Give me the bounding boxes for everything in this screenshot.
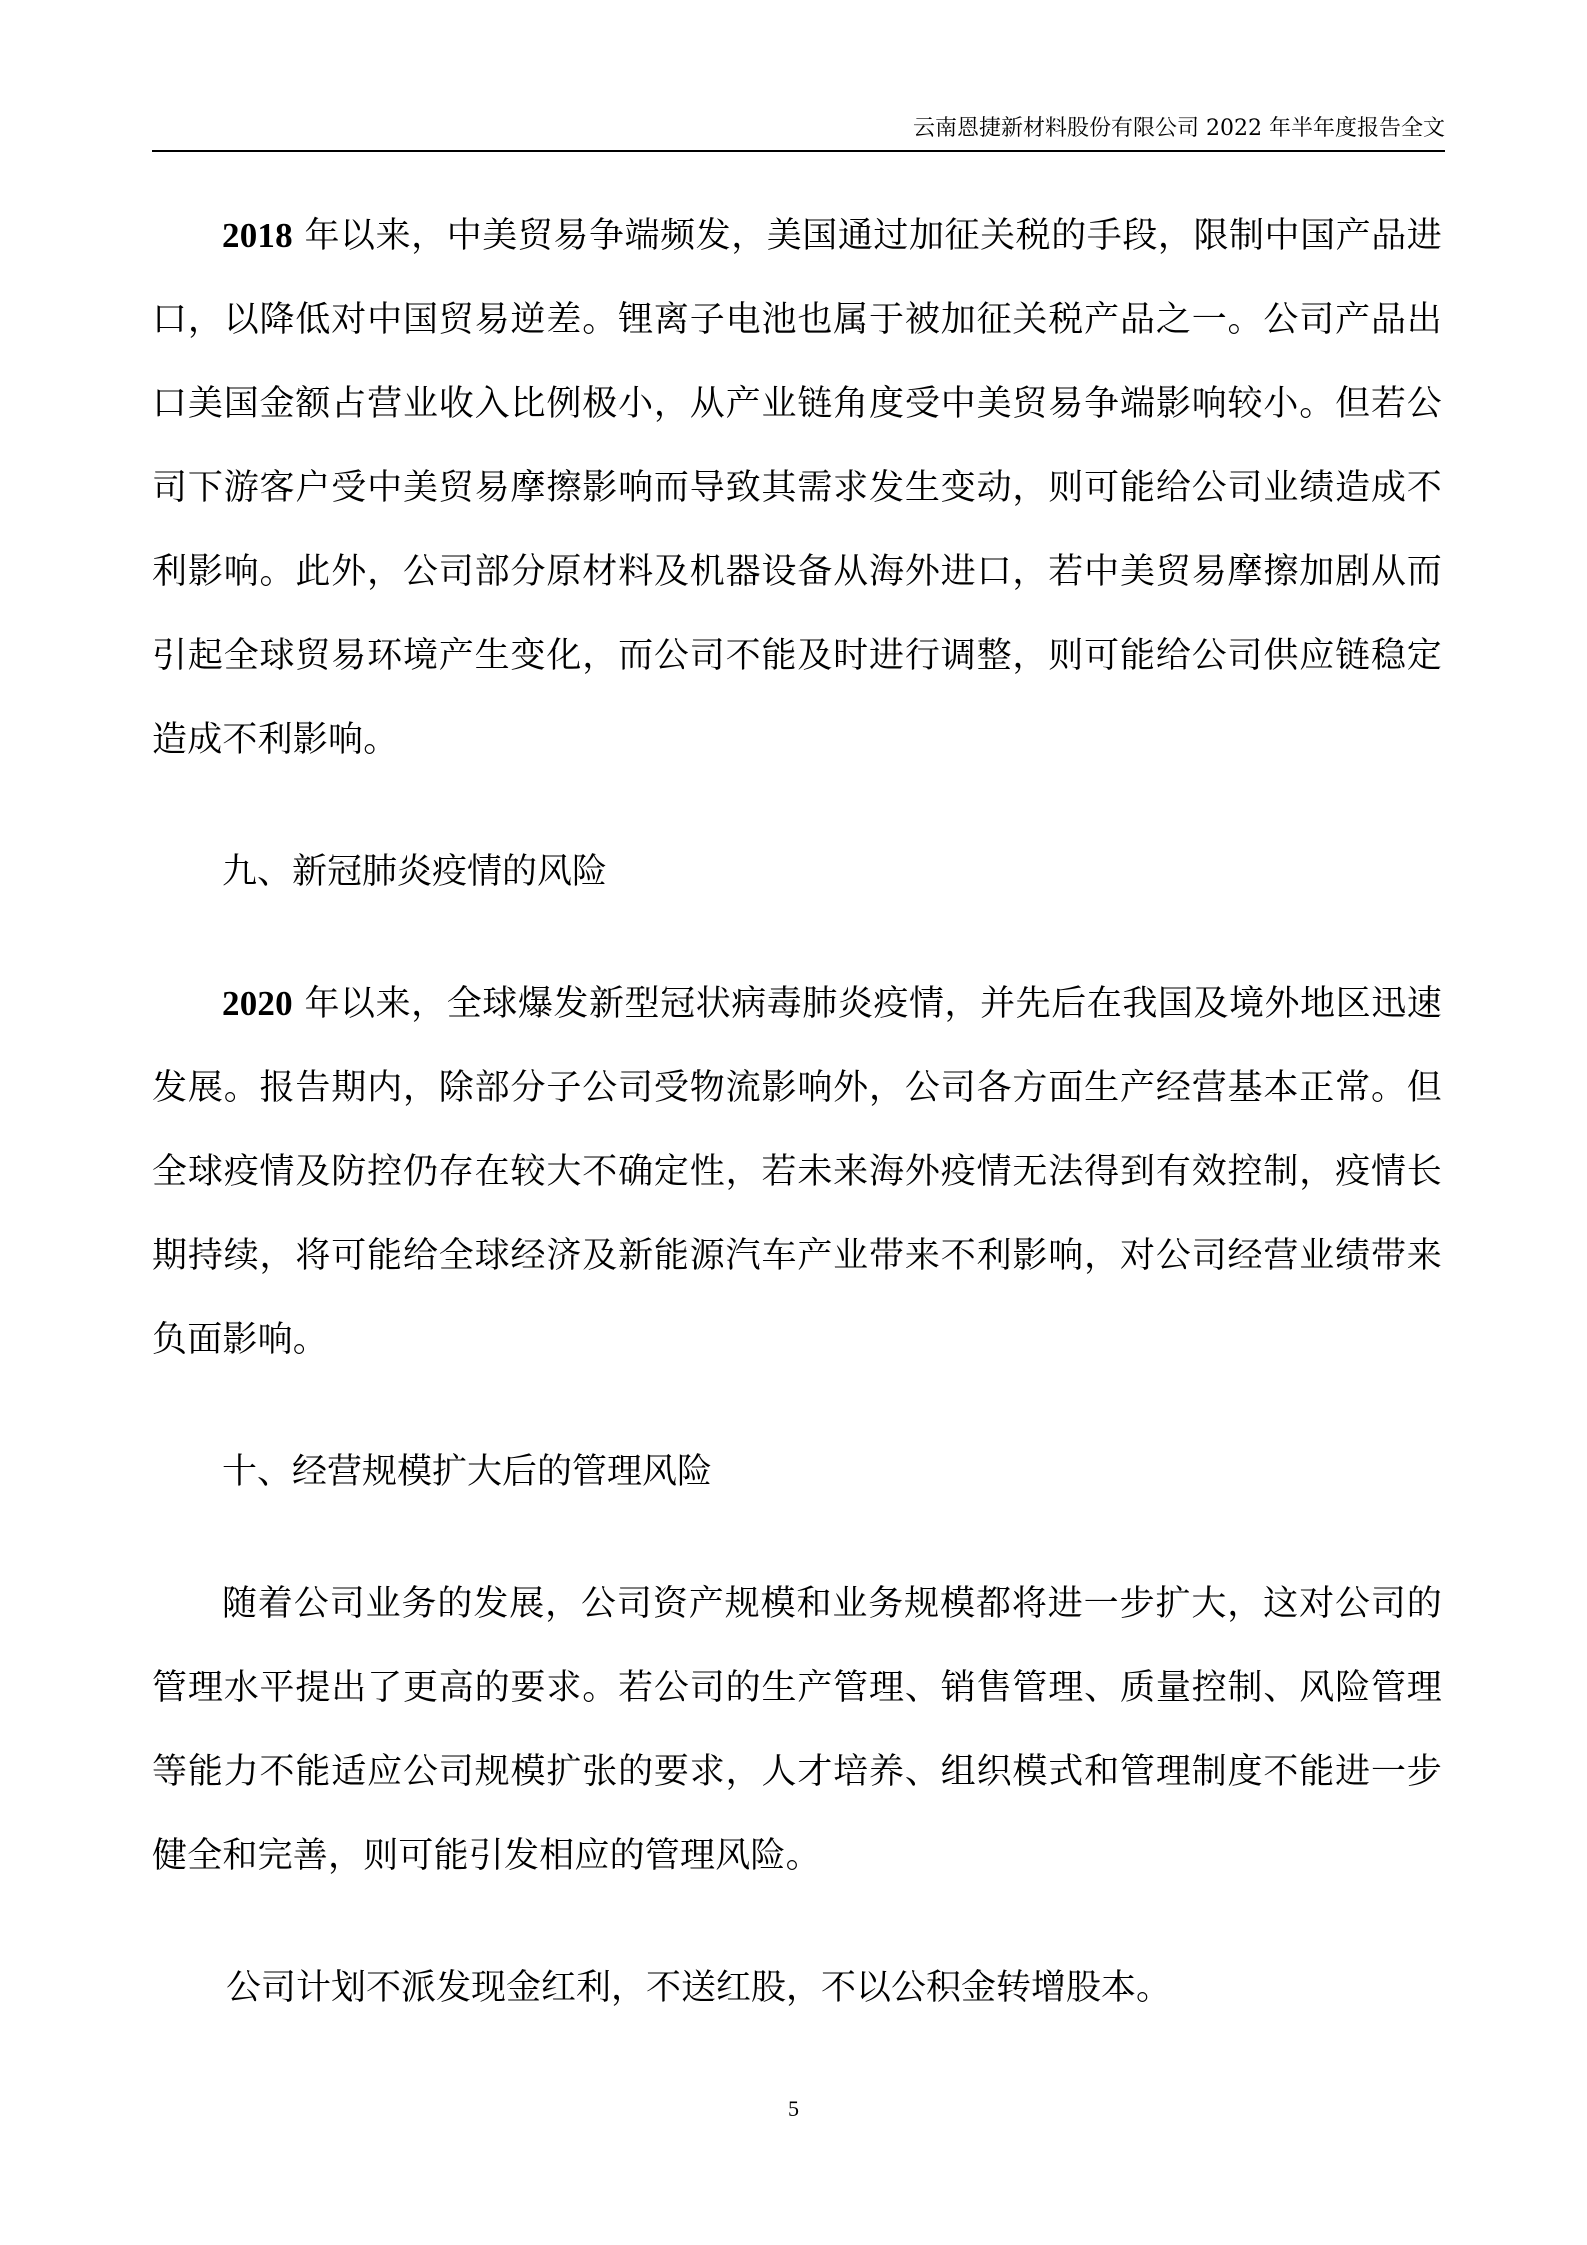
covid-risk-heading: 九、新冠肺炎疫情的风险 — [222, 852, 608, 892]
dividend-plan-statement: 公司计划不派发现金红利，不送红股，不以公积金转增股本。 — [226, 1968, 1172, 2008]
management-risk-heading: 十、经营规模扩大后的管理风险 — [222, 1452, 713, 1492]
header-title: 云南恩捷新材料股份有限公司 2022 年半年度报告全文 — [913, 116, 1445, 141]
covid-risk-paragraph — [152, 962, 1442, 1382]
trade-risk-paragraph — [152, 194, 1442, 782]
page-header — [152, 112, 1445, 152]
management-risk-paragraph: 随着公司业务的发展，公司资产规模和业务规模都将进一步扩大，这对公司的管理水平提出了更高的要求。若公司的生产管理、销售管理、质量控制、风险管理等能力不能适应公司规模扩张的要求，人才培养、组织模式和管理制度不能进一步健全和完善，则可能引发相应的管理风险。 — [152, 1584, 1442, 1876]
trade-risk-text: 年以来，中美贸易争端频发，美国通过加征关税的手段，限制中国产品进口，以降低对中国贸易逆差。锂离子电池也属于被加征关税产品之一。公司产品出口美国金额占营业收入比例极小，从产业链角度受中美贸易争端影响较小。但若公司下游客户受中美贸易摩擦影响而导致其需求发生变动，则可能给公司业绩造成不利影响。此外，公司部分原材料及机器设备从海外进口，若中美贸易摩擦加剧从而引起全球贸易环境产生变化，而公司不能及时进行调整，则可能给公司供应链稳定造成不利影响。 — [152, 216, 1442, 760]
trade-risk-year: 2018 — [222, 216, 293, 255]
page-number: 5 — [788, 2096, 799, 2121]
covid-risk-text: 年以来，全球爆发新型冠状病毒肺炎疫情，并先后在我国及境外地区迅速发展。报告期内，除部分子公司受物流影响外，公司各方面生产经营基本正常。但全球疫情及防控仍存在较大不确定性，若未来海外疫情无法得到有效控制，疫情长期持续，将可能给全球经济及新能源汽车产业带来不利影响，对公司经营业绩带来负面影响。 — [152, 984, 1442, 1360]
covid-risk-year: 2020 — [222, 984, 293, 1023]
document-body — [152, 194, 1442, 2030]
